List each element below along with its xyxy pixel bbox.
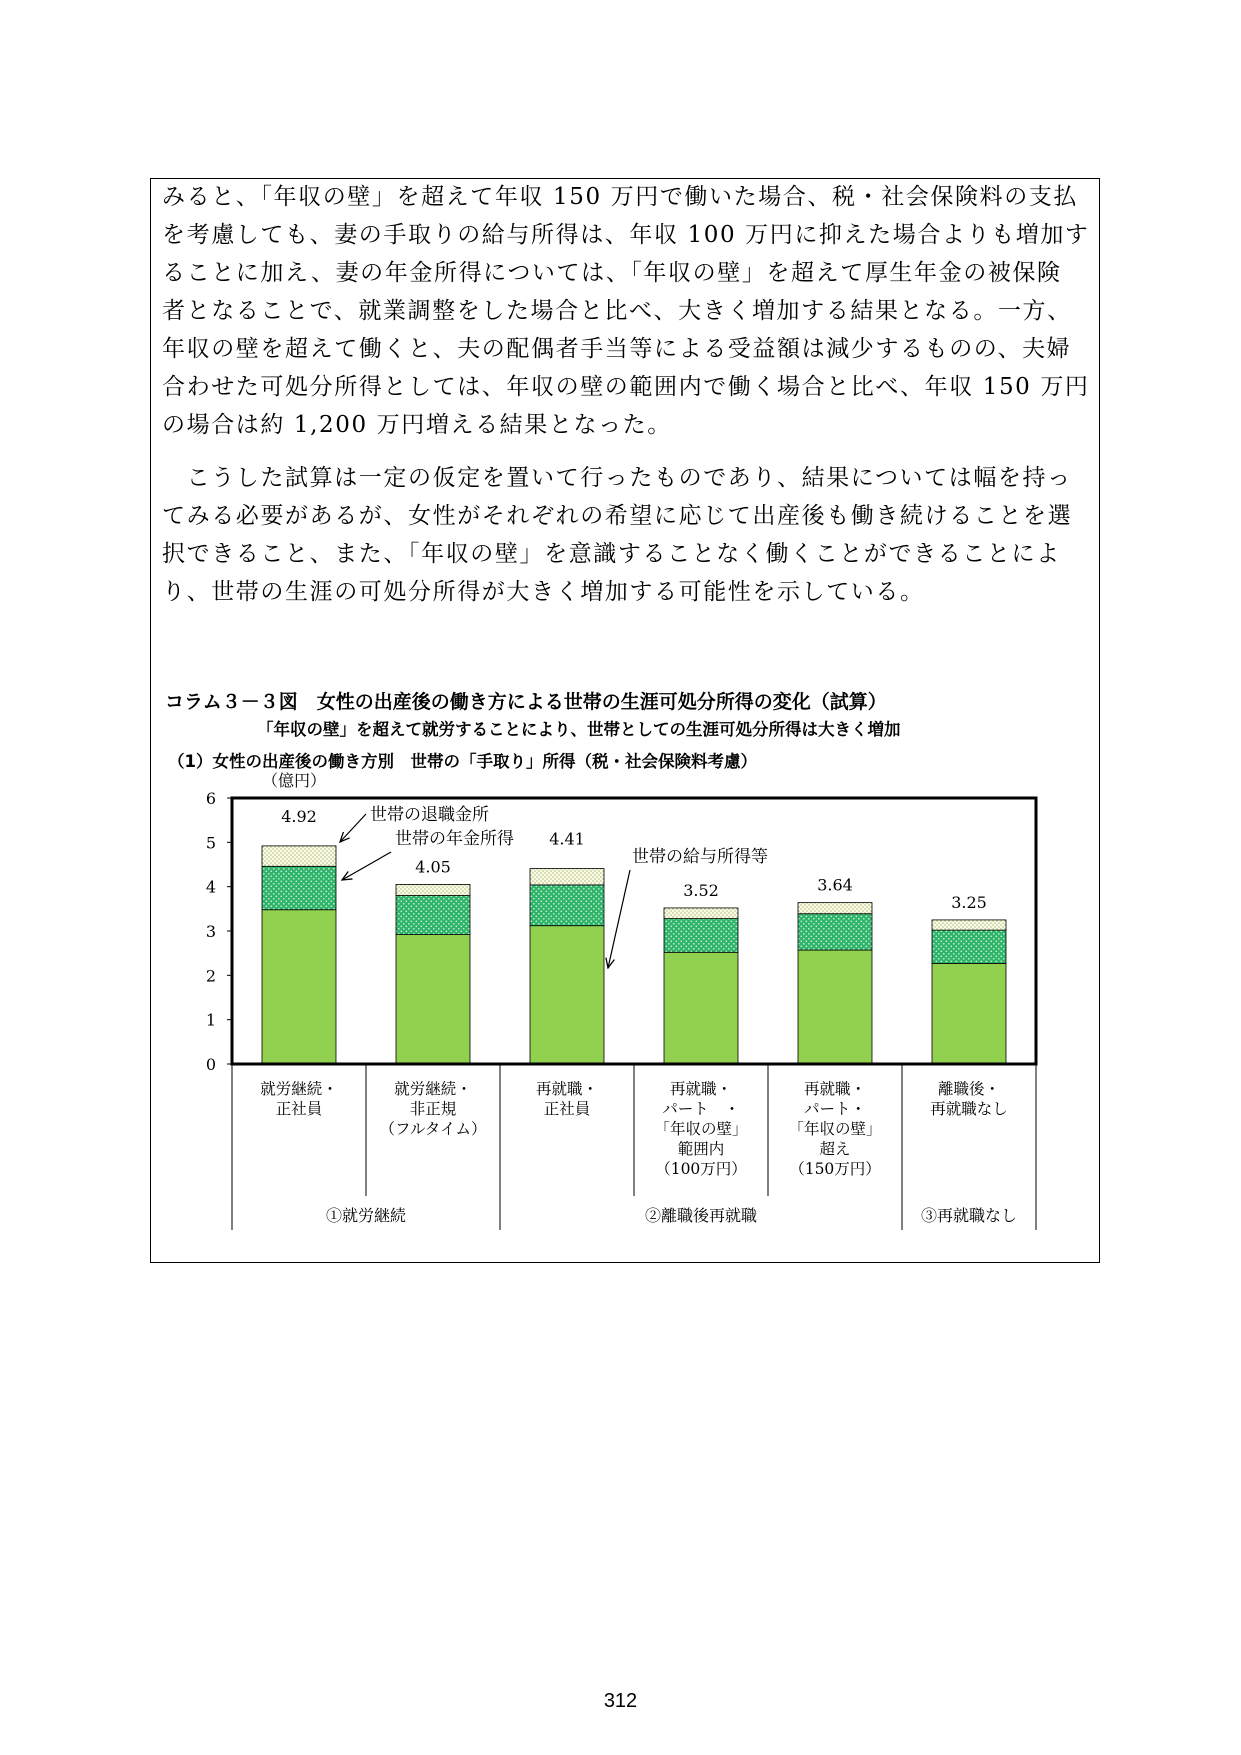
y-tick-label: 4 — [205, 877, 216, 897]
y-tick-label: 1 — [205, 1010, 216, 1030]
category-label: 正社員 — [543, 1100, 591, 1118]
category-label: （150万円） — [789, 1160, 881, 1178]
arrow-salary — [608, 870, 630, 968]
page-number: 312 — [603, 1690, 638, 1712]
total-label: 4.92 — [281, 806, 317, 826]
annotation-pension: 世帯の年金所得 — [395, 829, 514, 849]
bar-segment — [664, 919, 738, 953]
category-label: （100万円） — [655, 1160, 747, 1178]
arrow-pension — [342, 852, 391, 880]
para1-line: 者となることで、就業調整をした場合と比べ、大きく増加する結果となる。一方、 — [162, 298, 1072, 324]
bar-segment — [396, 935, 470, 1064]
y-tick-label: 5 — [205, 833, 216, 853]
para2-line: こうした試算は一定の仮定を置いて行ったものであり、結果については幅を持っ — [162, 465, 1072, 491]
y-axis-label: （億円） — [262, 771, 327, 790]
annotation-salary: 世帯の給与所得等 — [632, 847, 768, 867]
bar-segment — [530, 868, 604, 884]
category-label: 再就職・ — [669, 1080, 733, 1098]
category-label: 就労継続・ — [260, 1080, 338, 1098]
para2-line: り、世帯の生涯の可処分所得が大きく増加する可能性を示している。 — [162, 579, 925, 605]
category-label: 再就職・ — [535, 1080, 599, 1098]
y-tick-label: 2 — [205, 966, 216, 986]
para1-line: ることに加え、妻の年金所得については、「年収の壁」を超えて厚生年金の被保険 — [162, 260, 1062, 286]
total-label: 3.25 — [951, 892, 987, 912]
para1-line: 合わせた可処分所得としては、年収の壁の範囲内で働く場合と比べ、年収 150 万円 — [162, 374, 1090, 400]
bar-segment — [932, 920, 1006, 930]
y-tick-label: 0 — [205, 1055, 216, 1074]
para1-line: みると、「年収の壁」を超えて年収 150 万円で働いた場合、税・社会保険料の支払 — [162, 184, 1079, 210]
category-label: 範囲内 — [677, 1140, 725, 1158]
panel-title: （1）女性の出産後の働き方別 世帯の「手取り」所得（税・社会保険料考慮） — [168, 752, 757, 771]
category-label: パート ・ — [662, 1100, 740, 1118]
y-tick-label: 3 — [205, 922, 216, 941]
para2-line: 択できること、また、「年収の壁」を意識することなく働くことができることによ — [162, 541, 1061, 567]
total-label: 4.05 — [415, 857, 451, 877]
arrow-retirement — [340, 814, 366, 842]
para1-line: 年収の壁を超えて働くと、夫の配偶者手当等による受益額は減少するものの、夫婦 — [162, 336, 1072, 362]
bar-segment — [798, 914, 872, 950]
category-label: 離職後・ — [937, 1080, 1001, 1098]
total-label: 3.64 — [817, 875, 853, 895]
category-label: 就労継続・ — [394, 1080, 472, 1098]
bar-segment — [396, 884, 470, 895]
bar-segment — [664, 908, 738, 919]
category-label: 正社員 — [275, 1100, 323, 1118]
category-label: （フルタイム） — [379, 1120, 487, 1138]
bar-segment — [396, 896, 470, 935]
figure-title: コラム３－３図 女性の出産後の働き方による世帯の生涯可処分所得の変化（試算） — [165, 691, 887, 713]
bar-segment — [932, 930, 1006, 963]
category-label: 超え — [819, 1140, 851, 1158]
category-label: 「年収の壁」 — [654, 1120, 748, 1138]
bar-segment — [530, 926, 604, 1064]
y-tick-label: 6 — [205, 789, 216, 808]
bar-segment — [262, 846, 336, 866]
category-label: 非正規 — [409, 1100, 457, 1118]
bar-segment — [664, 952, 738, 1064]
category-label: 再就職なし — [930, 1100, 1008, 1118]
category-label: パート・ — [803, 1100, 867, 1118]
annotation-retirement: 世帯の退職金所 — [370, 805, 489, 825]
bar-segment — [262, 866, 336, 909]
para1-line: を考慮しても、妻の手取りの給与所得は、年収 100 万円に抑えた場合よりも増加す — [162, 222, 1090, 248]
bar-segment — [798, 903, 872, 914]
figure-subtitle: 「年収の壁」を超えて就労することにより、世帯としての生涯可処分所得は大きく増加 — [257, 720, 901, 739]
bar-segment — [798, 950, 872, 1064]
para1-line: の場合は約 1,200 万円増える結果となった。 — [162, 412, 672, 438]
total-label: 4.41 — [549, 829, 585, 849]
bar-segment — [262, 910, 336, 1064]
group-label: ②離職後再就職 — [644, 1206, 758, 1225]
category-label: 再就職・ — [803, 1080, 867, 1098]
bar-segment — [932, 963, 1006, 1064]
group-label: ③再就職なし — [920, 1206, 1018, 1225]
total-label: 3.52 — [683, 880, 719, 900]
group-label: ①就労継続 — [325, 1206, 407, 1225]
category-label: 「年収の壁」 — [788, 1120, 882, 1138]
para2-line: てみる必要があるが、女性がそれぞれの希望に応じて出産後も働き続けることを選 — [162, 503, 1073, 529]
bar-segment — [530, 885, 604, 926]
plot-frame — [232, 798, 1036, 1064]
